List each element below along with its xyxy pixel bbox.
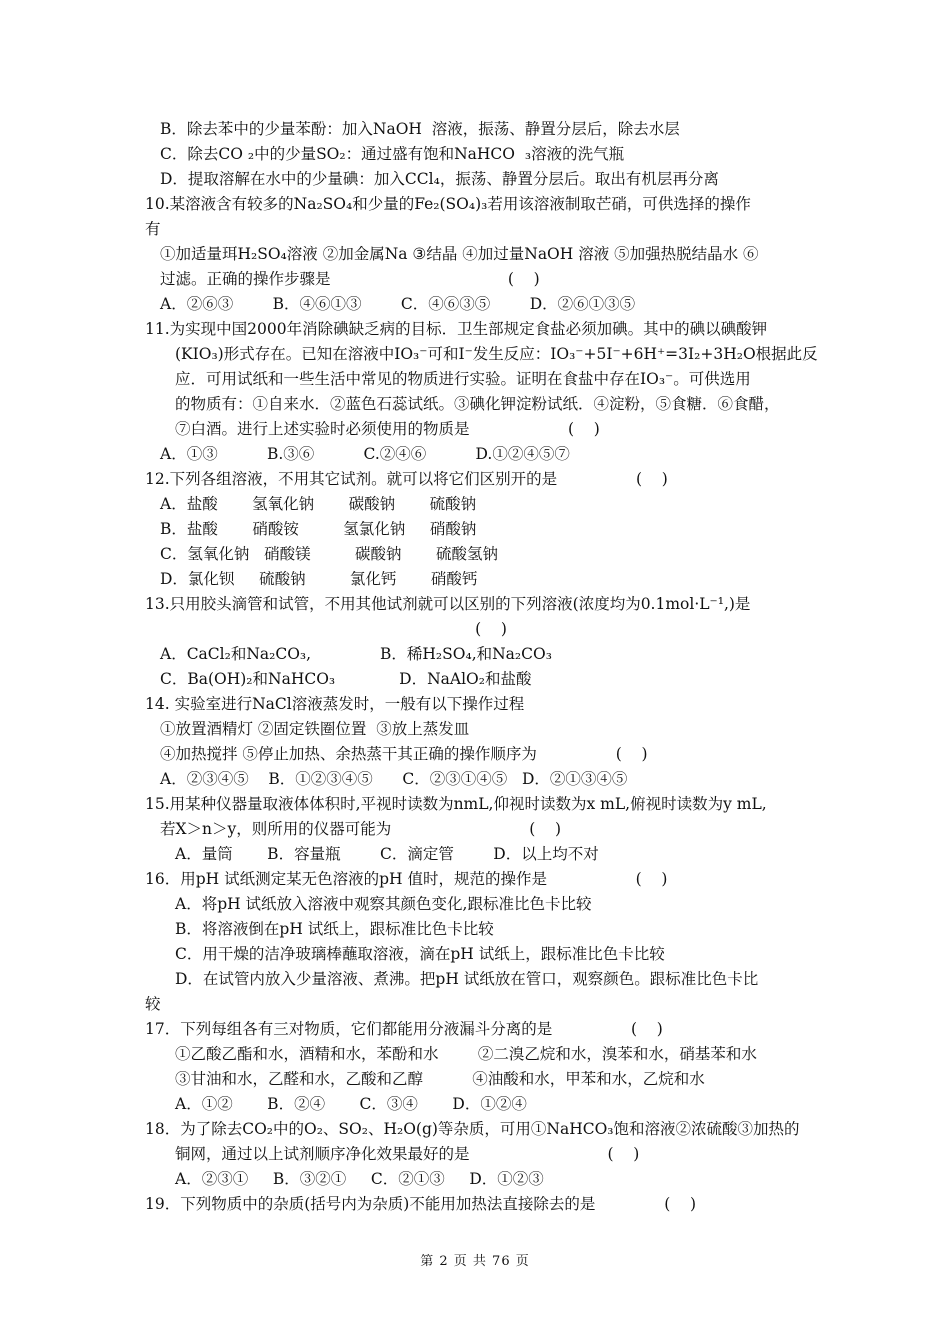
text-line: ①放置酒精灯 ②固定铁圈位置 ③放上蒸发皿: [160, 720, 470, 738]
text-line: ④加热搅拌 ⑤停止加热、余热蒸干其正确的操作顺序为 ( ): [160, 745, 648, 763]
text-line: 有: [145, 220, 161, 238]
text-line: A．量筒 B．容量瓶 C．滴定管 D．以上均不对: [175, 845, 599, 863]
text-line: A．CaCl₂和Na₂CO₃, B．稀H₂SO₄,和Na₂CO₃: [160, 645, 552, 663]
text-line: B．盐酸 硝酸铵 氢氯化钠 硝酸钠: [160, 520, 477, 538]
text-line: D．提取溶解在水中的少量碘：加入CCl₄，振荡、静置分层后。取出有机层再分离: [160, 170, 719, 188]
text-line: A．②③④⑤ B．①②③④⑤ C．②③①④⑤ D．②①③④⑤: [160, 770, 628, 788]
text-line: B．除去苯中的少量苯酚：加入NaOH 溶液，振荡、静置分层后，除去水层: [160, 120, 680, 138]
text-line: B．将溶液倒在pH 试纸上，跟标准比色卡比较: [175, 920, 494, 938]
text-line: 的物质有：①自来水．②蓝色石蕊试纸。③碘化钾淀粉试纸．④淀粉，⑤食糖．⑥食醋，: [175, 395, 780, 413]
text-line: 15.用某种仪器量取液体体积时,平视时读数为nmL,仰视时读数为x mL,俯视时读数为y mL,: [145, 795, 767, 813]
text-line: 若X＞n＞y，则所用的仪器可能为 ( ): [160, 820, 562, 838]
text-line: ①乙酸乙酯和水，酒精和水，苯酚和水 ②二溴乙烷和水，溴苯和水，硝基苯和水: [175, 1045, 757, 1063]
text-line: C．氢氧化钠 硝酸镁 碳酸钠 硫酸氢钠: [160, 545, 498, 563]
text-line: 过滤。正确的操作步骤是 ( ): [160, 270, 540, 288]
text-line: A．将pH 试纸放入溶液中观察其颜色变化,跟标准比色卡比较: [175, 895, 592, 913]
text-line: A．①② B．②④ C．③④ D．①②④: [175, 1095, 527, 1113]
text-line: ①加适量珥H₂SO₄溶液 ②加金属Na ③结晶 ④加过量NaOH 溶液 ⑤加强热脱结晶水 ⑥: [160, 245, 759, 263]
text-line: (KIO₃)形式存在。已知在溶液中IO₃⁻可和I⁻发生反应：IO₃⁻+5I⁻+6H⁺=3I₂+3H₂O根据此反: [175, 345, 818, 363]
text-line: 11.为实现中国2000年消除碘缺乏病的目标．卫生部规定食盐必须加碘。其中的碘以碘酸钾: [145, 320, 768, 338]
text-line: D．在试管内放入少量溶液、煮沸。把pH 试纸放在管口，观察颜色。跟标准比色卡比: [175, 970, 759, 988]
text-line: 应．可用试纸和一些生活中常见的物质进行实验。证明在食盐中存在IO₃⁻。可供选用: [175, 370, 751, 388]
text-line: C．Ba(OH)₂和NaHCO₃ D．NaAlO₂和盐酸: [160, 670, 532, 688]
text-line: A．②③① B．③②① C．②①③ D．①②③: [175, 1170, 544, 1188]
text-line: 18．为了除去CO₂中的O₂、SO₂、H₂O(g)等杂质，可用①NaHCO₃饱和溶液②浓硫酸③加热的: [145, 1120, 800, 1138]
text-line: 17．下列每组各有三对物质，它们都能用分液漏斗分离的是 ( ): [145, 1020, 663, 1038]
text-line: 13.只用胶头滴管和试管，不用其他试剂就可以区别的下列溶液(浓度均为0.1mol·L⁻¹,)是: [145, 595, 751, 613]
text-line: 14. 实验室进行NaCl溶液蒸发时，一般有以下操作过程: [145, 695, 525, 713]
text-line: A．②⑥③ B．④⑥①③ C．④⑥③⑤ D．②⑥①③⑤: [160, 295, 636, 313]
text-line: C．用干燥的洁净玻璃棒蘸取溶液，滴在pH 试纸上，跟标准比色卡比较: [175, 945, 665, 963]
text-line: 16．用pH 试纸测定某无色溶液的pH 值时，规范的操作是 ( ): [145, 870, 668, 888]
text-line: A．①③ B.③⑥ C.②④⑥ D.①②④⑤⑦: [160, 445, 570, 463]
text-line: A．盐酸 氢氧化钠 碳酸钠 硫酸钠: [160, 495, 477, 513]
text-line: 较: [145, 995, 161, 1013]
text-line: ⑦白酒。进行上述实验时必须使用的物质是 ( ): [175, 420, 600, 438]
text-line: 铜网，通过以上试剂顺序净化效果最好的是 ( ): [175, 1145, 640, 1163]
text-line: D．氯化钡 硫酸钠 氯化钙 硝酸钙: [160, 570, 478, 588]
page-footer: 第 2 页 共 76 页: [420, 1254, 530, 1269]
text-line: 12.下列各组溶液，不用其它试剂。就可以将它们区别开的是 ( ): [145, 470, 668, 488]
text-line: 19．下列物质中的杂质(括号内为杂质)不能用加热法直接除去的是 ( ): [145, 1195, 697, 1213]
text-line: C．除去CO ₂中的少量SO₂：通过盛有饱和NaHCO ₃溶液的洗气瓶: [160, 145, 625, 163]
text-line: ③甘油和水，乙醛和水，乙酸和乙醇 ④油酸和水，甲苯和水，乙烷和水: [175, 1070, 705, 1088]
text-line: 10.某溶液含有较多的Na₂SO₄和少量的Fe₂(SO₄)₃若用该溶液制取芒硝，可供选择的操作: [145, 195, 751, 213]
text-line: ( ): [145, 620, 507, 638]
